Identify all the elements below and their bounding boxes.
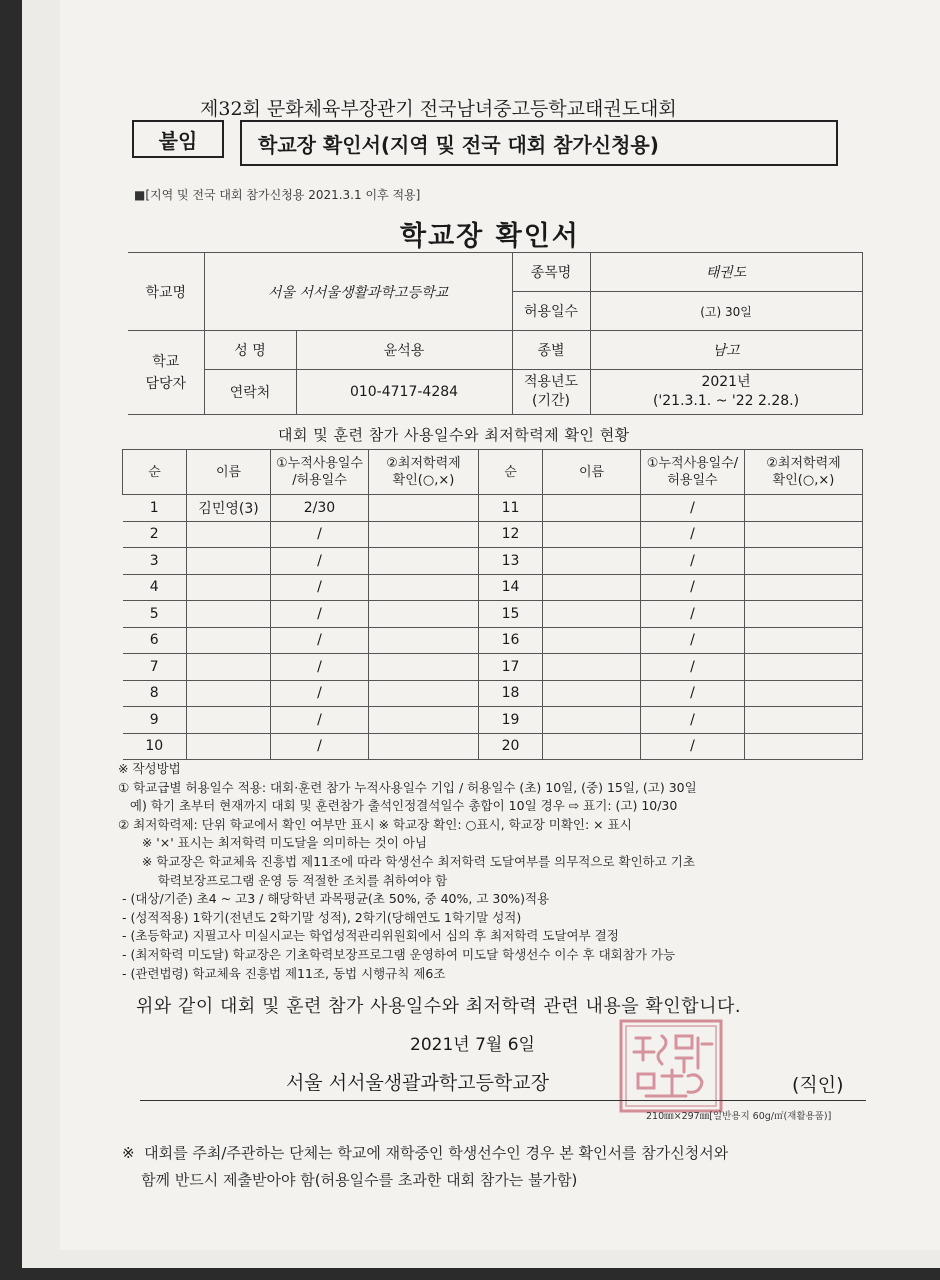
days-label: 허용일수 — [512, 292, 590, 331]
roster-name-cell — [187, 548, 271, 575]
roster-name-cell — [543, 680, 641, 707]
event-label: 종목명 — [512, 253, 590, 292]
instruction-line: - (성적적용) 1학기(전년도 2학기말 성적), 2학기(당해연도 1학기말 성적) — [118, 909, 522, 925]
roster-name-cell: 김민영(3) — [187, 495, 271, 522]
roster-check-cell — [745, 707, 863, 734]
contact-label: 연락처 — [204, 370, 296, 415]
roster-name-cell — [187, 627, 271, 654]
submission-note-line: ※ 대회를 주최/주관하는 단체는 학교에 재학중인 학생선수인 경우 본 확인서를 참가신청서와 — [122, 1144, 729, 1162]
roster-header-cell: ②최저학력제 확인(○,×) — [369, 450, 479, 495]
instruction-line: ① 학교급별 허용일수 적용: 대회·훈련 참가 누적사용일수 기입 / 허용일수 (초) 10일, (중) 15일, (고) 30일 — [118, 779, 697, 795]
roster-header-cell: 순 — [123, 450, 187, 495]
roster-days-cell: / — [641, 521, 745, 548]
roster-header-cell: ①누적사용일수/ 허용일수 — [641, 450, 745, 495]
roster-name-cell — [543, 601, 641, 628]
table-row — [123, 680, 863, 707]
submission-note — [122, 1140, 728, 1194]
roster-header-cell: 이름 — [187, 450, 271, 495]
roster-days-cell: / — [641, 733, 745, 760]
roster-check-cell — [745, 521, 863, 548]
event-value: 태권도 — [590, 253, 862, 292]
roster-check-cell — [369, 627, 479, 654]
instruction-line: - (대상/기준) 초4 ~ 고3 / 해당학년 과목평균(초 50%, 중 40%, 고 30%)적용 — [118, 891, 550, 907]
roster-no-cell: 6 — [123, 627, 187, 654]
roster-check-cell — [369, 521, 479, 548]
instruction-line: 학력보장프로그램 운영 등 적절한 조치를 취하여야 함 — [118, 872, 448, 888]
table-row — [123, 574, 863, 601]
year-value: 2021년 ('21.3.1. ~ '22 2.28.) — [590, 370, 862, 415]
roster-name-cell — [187, 733, 271, 760]
applicability-note: ■[지역 및 전국 대회 참가신청용 2021.3.1 이후 적용] — [134, 188, 421, 202]
roster-check-cell — [745, 654, 863, 681]
roster-no-cell: 8 — [123, 680, 187, 707]
roster-check-cell — [369, 654, 479, 681]
roster-days-cell: / — [271, 707, 369, 734]
year-label: 적용년도 (기간) — [512, 370, 590, 415]
roster-no-cell: 1 — [123, 495, 187, 522]
roster-header-cell: 순 — [479, 450, 543, 495]
instruction-line: ※ '×' 표시는 최저학력 미도달을 의미하는 것이 아님 — [118, 835, 427, 851]
roster-no-cell: 9 — [123, 707, 187, 734]
roster-no-cell: 14 — [479, 574, 543, 601]
issue-date: 2021년 7월 6일 — [410, 1035, 535, 1055]
roster-no-cell: 2 — [123, 521, 187, 548]
manager-label: 학교 담당자 — [128, 331, 204, 415]
paper-spec: 210㎜×297㎜[일반용지 60g/㎡(재활용품)] — [646, 1111, 832, 1122]
contact-value: 010-4717-4284 — [296, 370, 512, 415]
instructions — [118, 760, 697, 983]
roster-name-cell — [543, 654, 641, 681]
roster-days-cell: / — [271, 733, 369, 760]
roster-name-cell — [187, 654, 271, 681]
roster-days-cell: / — [641, 574, 745, 601]
roster-name-cell — [187, 574, 271, 601]
roster-header-cell: ①누적사용일수 /허용일수 — [271, 450, 369, 495]
roster-no-cell: 5 — [123, 601, 187, 628]
attachment-label: 붙임 — [132, 120, 224, 158]
roster-days-cell: / — [641, 627, 745, 654]
roster-no-cell: 7 — [123, 654, 187, 681]
name-value: 윤석용 — [296, 331, 512, 370]
roster-name-cell — [543, 548, 641, 575]
instruction-line: 예) 학기 초부터 현재까지 대회 및 훈련참가 출석인정결석일수 총합이 10일 경우 ⇨ 표기: (고) 10/30 — [118, 798, 678, 814]
roster-name-cell — [543, 627, 641, 654]
divider — [140, 1100, 866, 1101]
document-title: 학교장 확인서 — [400, 221, 580, 252]
roster-check-cell — [745, 733, 863, 760]
roster-name-cell — [543, 574, 641, 601]
roster-name-cell — [187, 707, 271, 734]
info-table — [128, 252, 863, 415]
roster-days-cell: / — [271, 680, 369, 707]
category-value: 남고 — [590, 331, 862, 370]
roster-days-cell: / — [641, 601, 745, 628]
table-row — [123, 627, 863, 654]
roster-check-cell — [369, 707, 479, 734]
table-row — [123, 601, 863, 628]
roster-no-cell: 19 — [479, 707, 543, 734]
section-title: 대회 및 훈련 참가 사용일수와 최저학력제 확인 현황 — [278, 426, 630, 444]
principal-signature: 서울 서서울생괄과학고등학교장 — [286, 1072, 549, 1094]
instruction-line: - (초등학교) 지필고사 미실시교는 학업성적관리위원회에서 심의 후 최저학력 도달여부 결정 — [118, 928, 619, 944]
roster-no-cell: 20 — [479, 733, 543, 760]
roster-no-cell: 15 — [479, 601, 543, 628]
roster-days-cell: / — [641, 680, 745, 707]
table-row — [123, 495, 863, 522]
table-row — [123, 654, 863, 681]
instruction-line: ※ 작성방법 — [118, 761, 181, 776]
roster-no-cell: 4 — [123, 574, 187, 601]
roster-no-cell: 16 — [479, 627, 543, 654]
confirmation-text: 위와 같이 대회 및 훈련 참가 사용일수와 최저학력 관련 내용을 확인합니다. — [136, 996, 742, 1017]
competition-title: 제32회 문화체육부장관기 전국남녀중고등학교태권도대회 — [200, 98, 677, 120]
seal-label: (직인) — [792, 1074, 844, 1096]
roster-days-cell: / — [641, 707, 745, 734]
roster-days-cell: / — [641, 548, 745, 575]
roster-no-cell: 18 — [479, 680, 543, 707]
roster-days-cell: / — [271, 601, 369, 628]
roster-no-cell: 17 — [479, 654, 543, 681]
roster-name-cell — [543, 495, 641, 522]
roster-check-cell — [745, 495, 863, 522]
roster-name-cell — [187, 601, 271, 628]
roster-days-cell: / — [271, 521, 369, 548]
roster-check-cell — [369, 733, 479, 760]
table-row — [123, 521, 863, 548]
roster-name-cell — [187, 521, 271, 548]
roster-no-cell: 12 — [479, 521, 543, 548]
roster-check-cell — [745, 627, 863, 654]
roster-days-cell: / — [641, 495, 745, 522]
roster-check-cell — [745, 601, 863, 628]
roster-days-cell: / — [641, 654, 745, 681]
days-value: (고) 30일 — [590, 292, 862, 331]
roster-days-cell: / — [271, 654, 369, 681]
table-row — [123, 733, 863, 760]
roster-days-cell: / — [271, 627, 369, 654]
roster-days-cell: 2/30 — [271, 495, 369, 522]
roster-no-cell: 10 — [123, 733, 187, 760]
category-label: 종별 — [512, 331, 590, 370]
roster-check-cell — [745, 574, 863, 601]
roster-no-cell: 3 — [123, 548, 187, 575]
roster-days-cell: / — [271, 548, 369, 575]
submission-note-line: 함께 반드시 제출받아야 함(허용일수를 초과한 대회 참가는 불가함) — [122, 1171, 578, 1189]
roster-no-cell: 11 — [479, 495, 543, 522]
instruction-line: - (최저학력 미도달) 학교장은 기초학력보장프로그램 운영하여 미도달 학생선수 이수 후 대회참가 가능 — [118, 946, 676, 962]
roster-name-cell — [543, 733, 641, 760]
roster-name-cell — [543, 707, 641, 734]
school-value: 서울 서서울생활과학고등학교 — [204, 253, 512, 331]
roster-header-cell: 이름 — [543, 450, 641, 495]
name-label: 성 명 — [204, 331, 296, 370]
table-row — [123, 548, 863, 575]
table-row — [123, 707, 863, 734]
roster-check-cell — [369, 601, 479, 628]
form-heading: 학교장 확인서(지역 및 전국 대회 참가신청용) — [240, 120, 838, 166]
roster-name-cell — [543, 521, 641, 548]
roster-header-row — [123, 450, 863, 495]
roster-check-cell — [369, 574, 479, 601]
roster-check-cell — [369, 548, 479, 575]
roster-check-cell — [369, 680, 479, 707]
school-label: 학교명 — [128, 253, 204, 331]
roster-table — [122, 449, 863, 760]
roster-check-cell — [745, 680, 863, 707]
roster-header-cell: ②최저학력제 확인(○,×) — [745, 450, 863, 495]
instruction-line: ※ 학교장은 학교체육 진흥법 제11조에 따라 학생선수 최저학력 도달여부를 의무적으로 확인하고 기초 — [118, 853, 695, 869]
roster-no-cell: 13 — [479, 548, 543, 575]
instruction-line: ② 최저학력제: 단위 학교에서 확인 여부만 표시 ※ 학교장 확인: ○표시, 학교장 미확인: × 표시 — [118, 816, 632, 832]
instruction-line: - (관련법령) 학교체육 진흥법 제11조, 동법 시행규칙 제6조 — [118, 965, 446, 981]
roster-days-cell: / — [271, 574, 369, 601]
roster-check-cell — [369, 495, 479, 522]
roster-name-cell — [187, 680, 271, 707]
roster-check-cell — [745, 548, 863, 575]
